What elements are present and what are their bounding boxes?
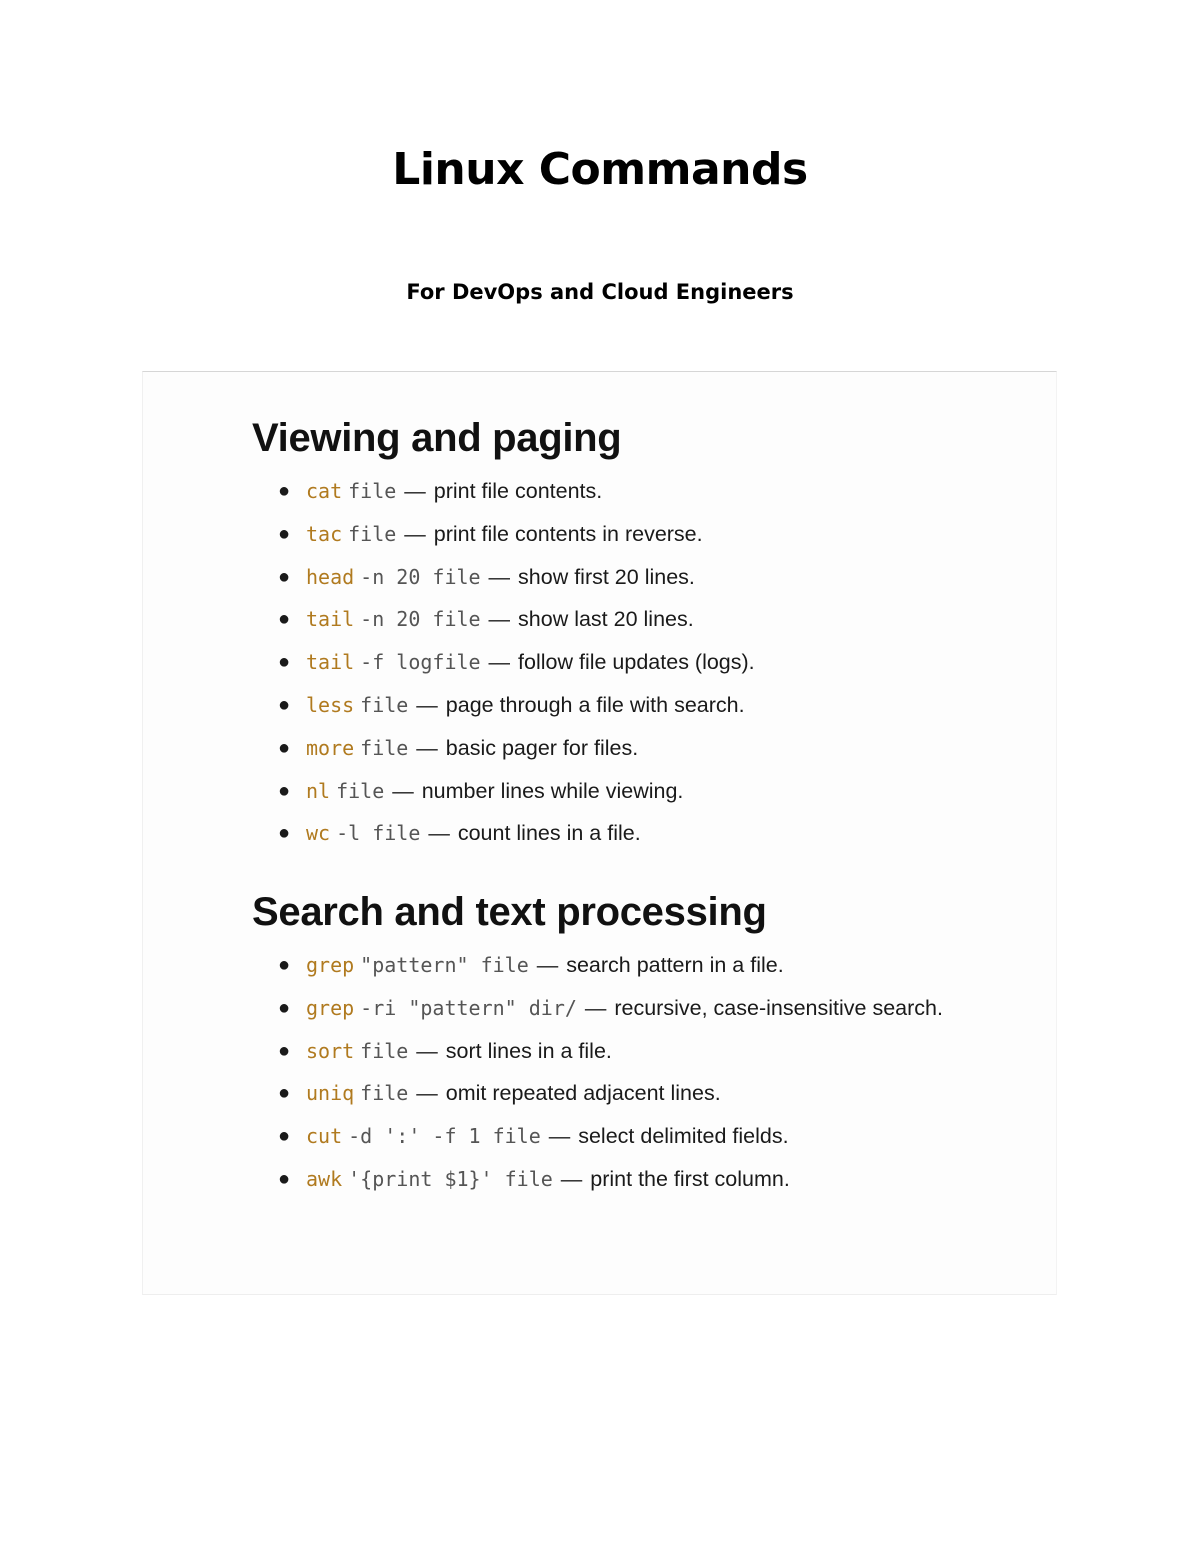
command-description: print file contents. (433, 479, 603, 503)
list-item: ● grep -ri "pattern" dir/ — recursive, case-insensitive search. (278, 987, 978, 1030)
command-description: show first 20 lines. (518, 564, 695, 589)
command-args: file (348, 521, 397, 546)
command-name: cat (306, 479, 343, 503)
bullet-icon: ● (278, 1125, 291, 1148)
command-name: tail (306, 607, 355, 632)
command-name: cut (306, 1124, 343, 1149)
command-args: file (360, 735, 409, 760)
list-item: ● uniq file — omit repeated adjacent lines. (278, 1072, 978, 1115)
command-args: file (336, 778, 385, 803)
command-name: tac (306, 521, 343, 546)
command-name: head (306, 564, 355, 589)
command-description: follow file updates (logs). (518, 650, 755, 675)
command-args: -n 20 file (360, 564, 481, 589)
viewing-paging-list (278, 470, 978, 855)
list-item: ● cut -d ':' -f 1 file — select delimited fields. (278, 1115, 978, 1158)
search-text-list (278, 944, 978, 1201)
list-item: ● sort file — sort lines in a file. (278, 1030, 978, 1073)
command-args: -d ':' -f 1 file (348, 1124, 541, 1149)
command-name: sort (306, 1038, 355, 1063)
list-item: ● more file — basic pager for files. (278, 727, 978, 770)
bullet-icon: ● (278, 1167, 291, 1190)
command-description: number lines while viewing. (421, 778, 684, 803)
command-args: file (360, 692, 409, 717)
command-args: file (360, 1038, 409, 1063)
bullet-icon: ● (278, 565, 291, 588)
list-item: ● tail -n 20 file — show last 20 lines. (278, 598, 978, 641)
list-item: ● grep "pattern" file — search pattern in a file. (278, 944, 978, 987)
command-name: uniq (306, 1081, 355, 1106)
command-description: page through a file with search. (445, 692, 745, 717)
section-heading-viewing-paging: Viewing and paging (252, 416, 622, 460)
command-description: select delimited fields. (578, 1124, 789, 1149)
command-args: file (360, 1081, 409, 1106)
command-name: less (306, 692, 355, 717)
command-description: print the first column. (590, 1166, 790, 1191)
bullet-icon: ● (278, 822, 291, 845)
command-name: nl (306, 778, 331, 803)
command-description: count lines in a file. (457, 821, 641, 846)
command-args: -n 20 file (360, 607, 481, 632)
command-name: grep (306, 995, 355, 1020)
bullet-icon: ● (278, 1082, 291, 1105)
list-item: ● tail -f logfile — follow file updates (logs). (278, 641, 978, 684)
bullet-icon: ● (278, 480, 291, 502)
list-item: ● head -n 20 file — show first 20 lines. (278, 556, 978, 599)
command-description: recursive, case-insensitive search. (614, 995, 943, 1020)
command-name: more (306, 735, 355, 760)
bullet-icon: ● (278, 779, 291, 802)
command-description: show last 20 lines. (518, 607, 694, 632)
command-description: print file contents in reverse. (433, 521, 703, 546)
bullet-icon: ● (278, 651, 291, 674)
bullet-icon: ● (278, 693, 291, 716)
list-item: ● wc -l file — count lines in a file. (278, 812, 978, 855)
command-description: basic pager for files. (445, 735, 639, 760)
list-item: ● tac file — print file contents in reverse. (278, 513, 978, 556)
command-description: sort lines in a file. (445, 1038, 612, 1063)
page-subtitle: For DevOps and Cloud Engineers (406, 280, 794, 304)
section-heading-search-text: Search and text processing (252, 890, 767, 934)
content-card (142, 371, 1057, 1295)
command-args: "pattern" file (360, 953, 529, 977)
command-args: -f logfile (360, 650, 481, 675)
command-name: grep (306, 953, 355, 977)
page-title: Linux Commands (392, 144, 808, 195)
command-name: wc (306, 821, 331, 846)
command-name: tail (306, 650, 355, 675)
command-args: file (348, 479, 397, 503)
command-description: search pattern in a file. (566, 953, 784, 977)
bullet-icon: ● (278, 608, 291, 631)
bullet-icon: ● (278, 954, 291, 976)
command-args: -ri "pattern" dir/ (360, 995, 577, 1020)
list-item: ● awk '{print $1}' file — print the first column. (278, 1158, 978, 1201)
list-item: ● nl file — number lines while viewing. (278, 770, 978, 813)
bullet-icon: ● (278, 522, 291, 545)
command-args: '{print $1}' file (348, 1166, 553, 1191)
command-name: awk (306, 1166, 343, 1191)
bullet-icon: ● (278, 736, 291, 759)
command-description: omit repeated adjacent lines. (445, 1081, 721, 1106)
bullet-icon: ● (278, 1039, 291, 1062)
list-item: ● less file — page through a file with search. (278, 684, 978, 727)
list-item: ● cat file — print file contents. (278, 470, 978, 513)
bullet-icon: ● (278, 996, 291, 1019)
command-args: -l file (336, 821, 421, 846)
